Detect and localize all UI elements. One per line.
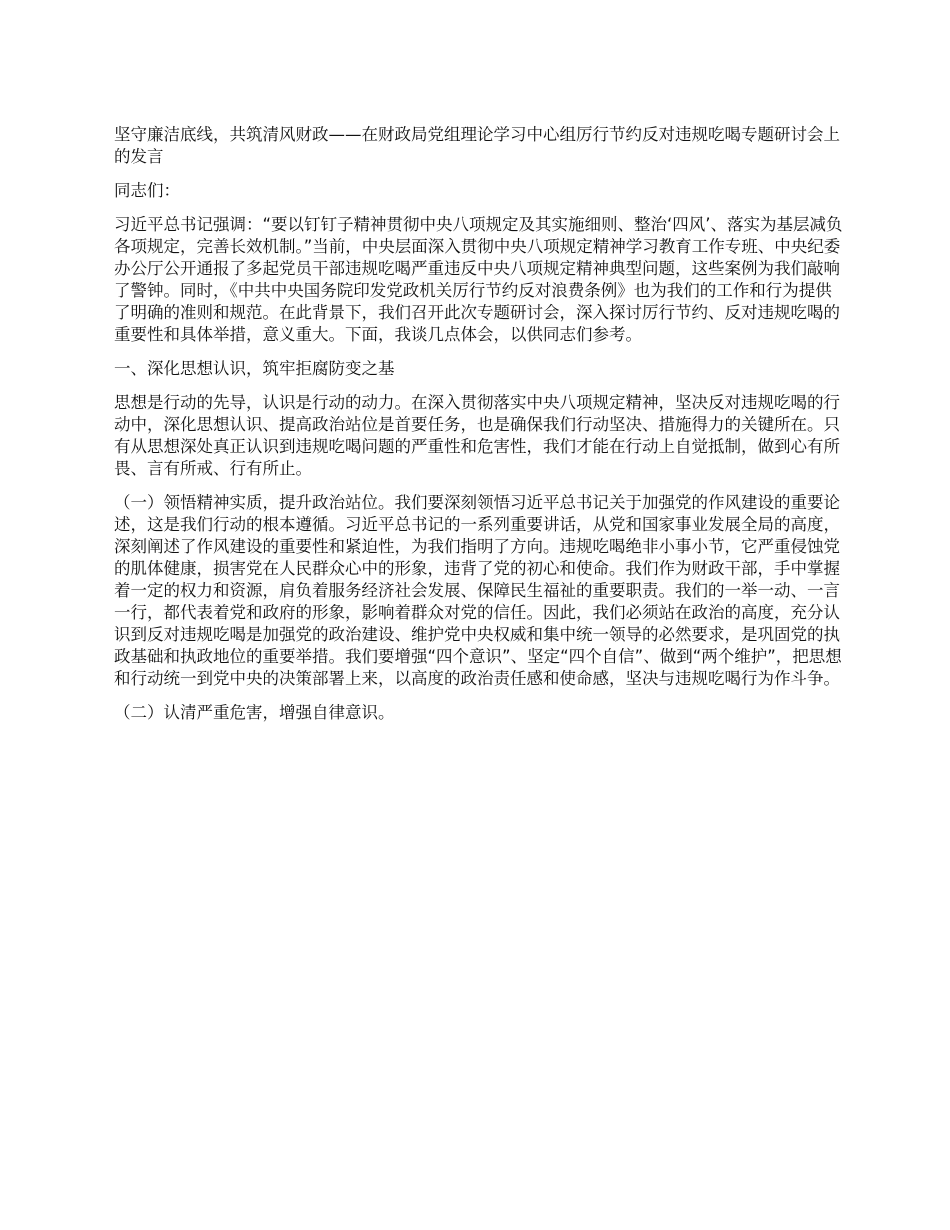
subsection-1: （一）领悟精神实质，提升政治站位。我们要深刻领悟习近平总书记关于加强党的作风建设的重要论述，这是我们行动的根本遵循。习近平总书记的一系列重要讲话，从党和国家事业发展全局的高度，深刻阐述了作风建设的重要性和紧迫性，为我们指明了方向。违规吃喝绝非小事小节，它严重侵蚀党的肌体健康，损害党在人民群众心中的形象，违背了党的初心和使命。我们作为财政干部，手中掌握着一定的权力和资源，肩负着服务经济社会发展、保障民生福祉的重要职责。我们的一举一动、一言一行，都代表着党和政府的形象，影响着群众对党的信任。因此，我们必须站在政治的高度，充分认识到反对违规吃喝是加强党的政治建设、维护党中央权威和集中统一领导的必然要求，是巩固党的执政基础和执政地位的重要举措。我们要增强“四个意识”、坚定“四个自信”、做到“两个维护”，把思想和行动统一到党中央的决策部署上来，以高度的政治责任感和使命感，坚决与违规吃喝行为作斗争。	[114, 493, 842, 688]
paragraph-intro: 习近平总书记强调：“要以钉钉子精神贯彻中央八项规定及其实施细则、整治‘四风’、落实为基层减负各项规定，完善长效机制。”当前，中央层面深入贯彻中央八项规定精神学习教育工作专班、中央纪委办公厅公开通报了多起党员干部违规吃喝严重违反中央八项规定精神典型问题，这些案例为我们敲响了警钟。同时，《中共中央国务院印发党政机关厉行节约反对浪费条例》也为我们的工作和行为提供了明确的准则和规范。在此背景下，我们召开此次专题研讨会，深入探讨厉行节约、反对违规吃喝的重要性和具体举措，意义重大。下面，我谈几点体会，以供同志们参考。	[114, 215, 843, 344]
paragraph-section-1: 思想是行动的先导，认识是行动的动力。在深入贯彻落实中央八项规定精神，坚决反对违规吃喝的行动中，深化思想认识、提高政治站位是首要任务，也是确保我们行动坚决、措施得力的关键所在。只有从思想深处真正认识到违规吃喝问题的严重性和危害性，我们才能在行动上自觉抵制，做到心有所畏、言有所戒、行有所止。	[114, 393, 840, 478]
subsection-2-heading: （二）认清严重危害，增强自律意识。	[114, 703, 395, 722]
document-page	[114, 124, 844, 736]
section-heading-1: 一、深化思想认识，筑牢拒腐防变之基	[114, 359, 395, 378]
document-title: 坚守廉洁底线，共筑清风财政——在财政局党组理论学习中心组厉行节约反对违规吃喝专题研讨会上的发言	[114, 125, 840, 166]
greeting: 同志们：	[114, 181, 180, 200]
